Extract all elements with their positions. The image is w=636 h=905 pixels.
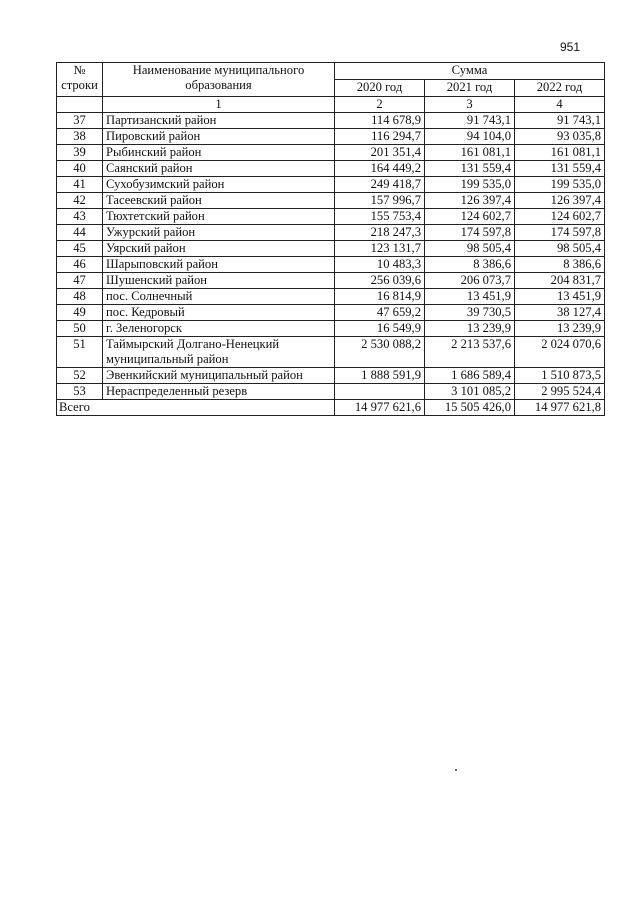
budget-table [56, 62, 605, 416]
column-number-1: 1 [103, 97, 335, 113]
row-number: 47 [57, 273, 103, 289]
table-row [57, 129, 605, 145]
table-row [57, 209, 605, 225]
municipality-name: Пировский район [103, 129, 335, 145]
table-row [57, 289, 605, 305]
amount-2021: 3 101 085,2 [425, 384, 515, 400]
table-row [57, 193, 605, 209]
amount-2020: 249 418,7 [335, 177, 425, 193]
amount-2022: 174 597,8 [515, 225, 605, 241]
amount-2020: 256 039,6 [335, 273, 425, 289]
municipality-name: Эвенкийский муниципальный район [103, 368, 335, 384]
amount-2021: 174 597,8 [425, 225, 515, 241]
table-row [57, 273, 605, 289]
header-municipality-name: Наименование муниципального образования [103, 63, 335, 97]
header-year-2022: 2022 год [515, 80, 605, 97]
municipality-name: Тюхтетский район [103, 209, 335, 225]
amount-2021: 91 743,1 [425, 113, 515, 129]
amount-2020: 47 659,2 [335, 305, 425, 321]
amount-2022: 13 239,9 [515, 321, 605, 337]
amount-2020: 1 888 591,9 [335, 368, 425, 384]
amount-2022: 1 510 873,5 [515, 368, 605, 384]
amount-2020 [335, 384, 425, 400]
amount-2021: 13 451,9 [425, 289, 515, 305]
amount-2020: 114 678,9 [335, 113, 425, 129]
municipality-name: пос. Кедровый [103, 305, 335, 321]
row-number: 44 [57, 225, 103, 241]
column-number-2: 2 [335, 97, 425, 113]
amount-2022: 13 451,9 [515, 289, 605, 305]
amount-2021: 39 730,5 [425, 305, 515, 321]
row-number: 41 [57, 177, 103, 193]
total-amount-2022: 14 977 621,8 [515, 400, 605, 416]
total-row [57, 400, 605, 416]
amount-2022: 161 081,1 [515, 145, 605, 161]
table-body [57, 63, 605, 416]
amount-2020: 116 294,7 [335, 129, 425, 145]
row-number: 39 [57, 145, 103, 161]
amount-2021: 98 505,4 [425, 241, 515, 257]
column-number-4: 4 [515, 97, 605, 113]
row-number: 37 [57, 113, 103, 129]
amount-2020: 10 483,3 [335, 257, 425, 273]
row-number: 46 [57, 257, 103, 273]
amount-2021: 206 073,7 [425, 273, 515, 289]
total-amount-2020: 14 977 621,6 [335, 400, 425, 416]
amount-2020: 16 814,9 [335, 289, 425, 305]
amount-2020: 155 753,4 [335, 209, 425, 225]
total-amount-2021: 15 505 426,0 [425, 400, 515, 416]
amount-2022: 124 602,7 [515, 209, 605, 225]
amount-2020: 2 530 088,2 [335, 337, 425, 368]
amount-2021: 199 535,0 [425, 177, 515, 193]
header-year-2020: 2020 год [335, 80, 425, 97]
row-number: 50 [57, 321, 103, 337]
table-row [57, 161, 605, 177]
scan-speck [455, 769, 457, 771]
municipality-name: Партизанский район [103, 113, 335, 129]
municipality-name: пос. Солнечный [103, 289, 335, 305]
amount-2021: 8 386,6 [425, 257, 515, 273]
row-number: 45 [57, 241, 103, 257]
header-year-2021: 2021 год [425, 80, 515, 97]
municipality-name: Уярский район [103, 241, 335, 257]
table-row [57, 337, 605, 368]
amount-2020: 157 996,7 [335, 193, 425, 209]
amount-2021: 124 602,7 [425, 209, 515, 225]
amount-2020: 16 549,9 [335, 321, 425, 337]
table-row [57, 145, 605, 161]
table-row [57, 225, 605, 241]
table-row [57, 368, 605, 384]
amount-2022: 204 831,7 [515, 273, 605, 289]
amount-2022: 38 127,4 [515, 305, 605, 321]
row-number: 51 [57, 337, 103, 368]
municipality-name: Шушенский район [103, 273, 335, 289]
row-number: 42 [57, 193, 103, 209]
amount-2021: 161 081,1 [425, 145, 515, 161]
amount-2021: 94 104,0 [425, 129, 515, 145]
amount-2022: 2 024 070,6 [515, 337, 605, 368]
municipality-name: Таймырский Долгано-Ненецкий муниципальный район [103, 337, 335, 368]
amount-2022: 91 743,1 [515, 113, 605, 129]
total-label: Всего [57, 400, 335, 416]
municipality-name: г. Зеленогорск [103, 321, 335, 337]
row-number: 40 [57, 161, 103, 177]
table-row [57, 241, 605, 257]
amount-2022: 98 505,4 [515, 241, 605, 257]
table-row [57, 384, 605, 400]
row-number: 49 [57, 305, 103, 321]
table-row [57, 177, 605, 193]
amount-2020: 201 351,4 [335, 145, 425, 161]
table-row [57, 113, 605, 129]
header-row-number: № строки [57, 63, 103, 97]
amount-2021: 13 239,9 [425, 321, 515, 337]
municipality-name: Шарыповский район [103, 257, 335, 273]
amount-2020: 123 131,7 [335, 241, 425, 257]
municipality-name: Сухобузимский район [103, 177, 335, 193]
column-number-3: 3 [425, 97, 515, 113]
table-row [57, 257, 605, 273]
row-number: 53 [57, 384, 103, 400]
amount-2022: 126 397,4 [515, 193, 605, 209]
amount-2020: 164 449,2 [335, 161, 425, 177]
municipality-name: Саянский район [103, 161, 335, 177]
amount-2022: 93 035,8 [515, 129, 605, 145]
page-number: 951 [560, 40, 581, 54]
amount-2022: 8 386,6 [515, 257, 605, 273]
column-number-empty [57, 97, 103, 113]
row-number: 52 [57, 368, 103, 384]
header-row [57, 63, 605, 80]
amount-2022: 2 995 524,4 [515, 384, 605, 400]
amount-2020: 218 247,3 [335, 225, 425, 241]
municipality-name: Рыбинский район [103, 145, 335, 161]
municipality-name: Ужурский район [103, 225, 335, 241]
amount-2021: 131 559,4 [425, 161, 515, 177]
row-number: 38 [57, 129, 103, 145]
row-number: 48 [57, 289, 103, 305]
header-sum: Сумма [335, 63, 605, 80]
row-number: 43 [57, 209, 103, 225]
amount-2022: 131 559,4 [515, 161, 605, 177]
column-numbers-row [57, 97, 605, 113]
amount-2021: 2 213 537,6 [425, 337, 515, 368]
municipality-name: Нераспределенный резерв [103, 384, 335, 400]
amount-2021: 1 686 589,4 [425, 368, 515, 384]
table-row [57, 321, 605, 337]
amount-2021: 126 397,4 [425, 193, 515, 209]
table-row [57, 305, 605, 321]
amount-2022: 199 535,0 [515, 177, 605, 193]
municipality-name: Тасеевский район [103, 193, 335, 209]
